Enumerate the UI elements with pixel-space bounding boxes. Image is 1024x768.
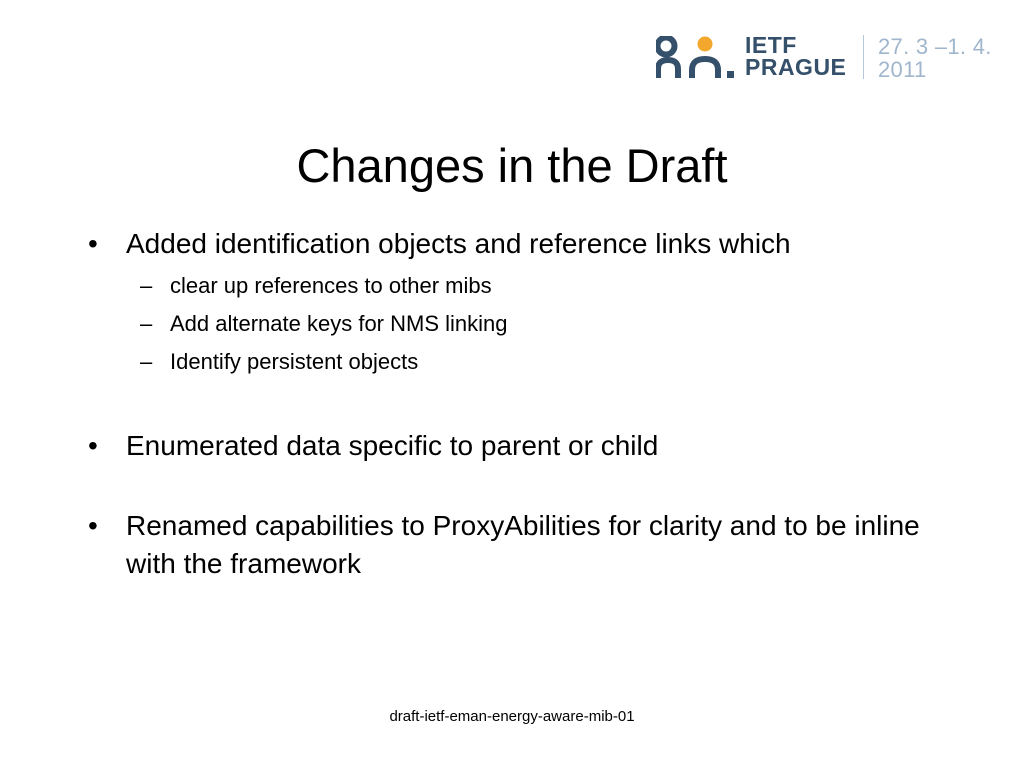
bullet-marker: • [88,430,98,461]
event-date [878,35,992,81]
slide-footer: draft-ietf-eman-energy-aware-mib-01 [389,708,635,725]
bullet-text: Added identification objects and reference links which [126,228,791,259]
bullet-item [88,225,968,263]
sub-bullet-marker: – [140,273,153,298]
logo-wordmark [745,34,846,78]
logo-wordmark-line-1: IETF [745,32,797,58]
sub-bullet-item [88,343,968,381]
logo-divider [863,35,864,79]
sub-bullet-list [88,267,968,381]
bullet-text: Renamed capabilities to ProxyAbilities for clarity and to be inline with the framework [126,510,920,579]
slide-title: Changes in the Draft [296,139,728,192]
bullet-list [88,225,968,583]
sub-bullet-item [88,305,968,343]
logo-wordmark-line-2: PRAGUE [745,54,847,80]
bullet-item [88,507,968,583]
ietf-prague-logo [656,33,1016,83]
sub-bullet-text: Identify persistent objects [170,349,419,374]
bullet-text: Enumerated data specific to parent or child [126,430,659,461]
bullet-marker: • [88,510,98,541]
event-date-year: 2011 [878,57,927,82]
sub-bullet-text: clear up references to other mibs [170,273,492,298]
sub-bullet-marker: – [140,311,153,336]
bullet-spacing [88,381,968,427]
bullet-item [88,427,968,465]
bullet-spacing [88,465,968,507]
sub-bullet-item [88,267,968,305]
sub-bullet-text: Add alternate keys for NMS linking [170,311,508,336]
ietf-people-logo-icon [656,36,734,80]
sub-bullet-marker: – [140,349,153,374]
event-date-range: 27. 3 –1. 4. [878,34,992,59]
bullet-marker: • [88,228,98,259]
